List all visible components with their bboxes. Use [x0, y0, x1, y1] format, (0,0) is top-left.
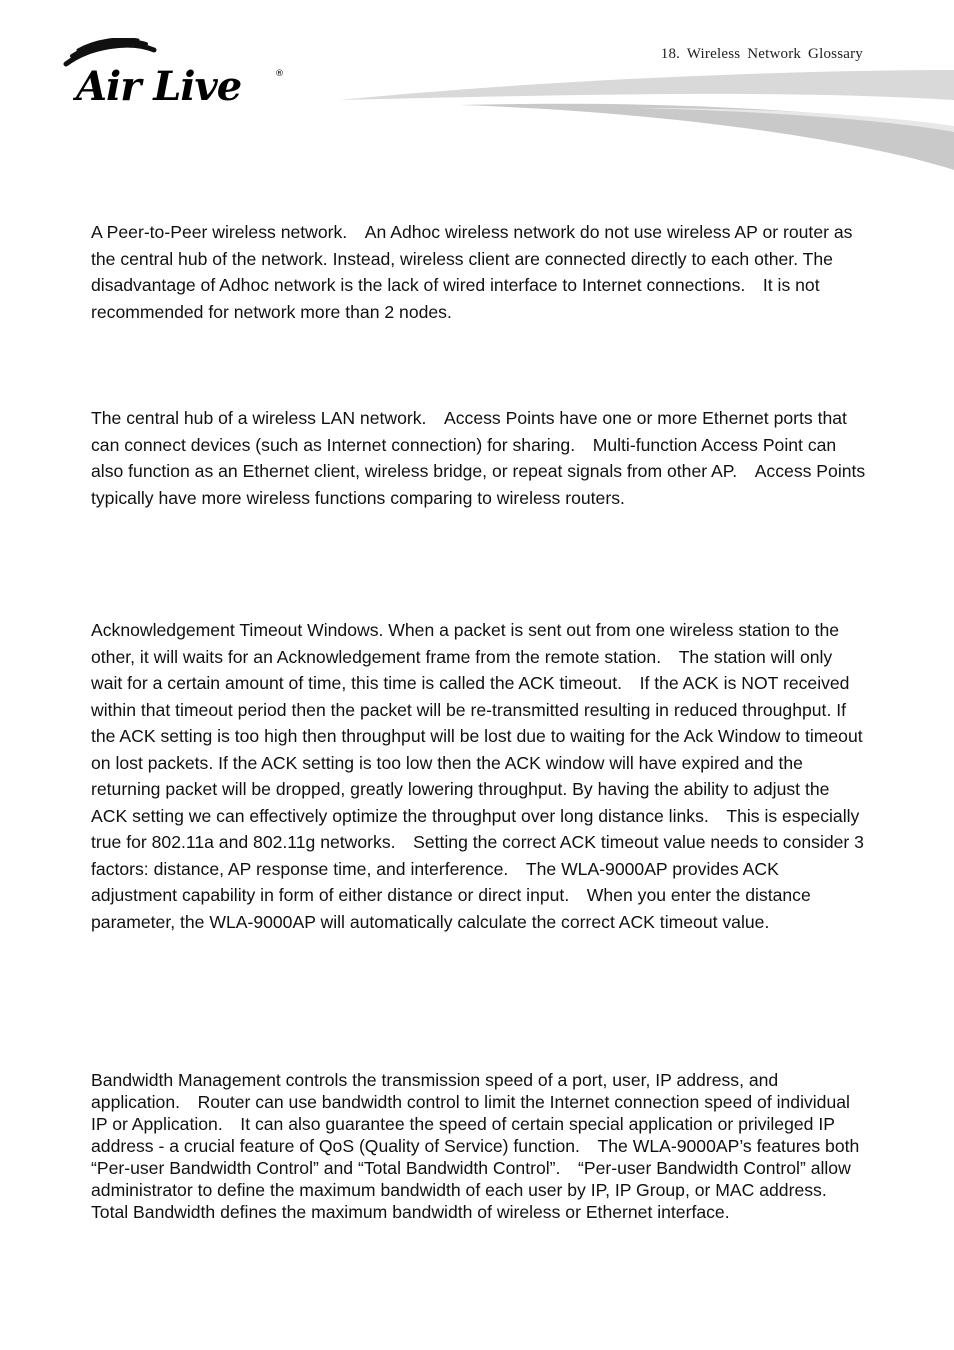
paragraph-access-point: The central hub of a wireless LAN network. Access Points have one or more Ethernet ports that can connect devices (such as Internet connection) for sharing. Multi-function Access Point can also function as an Ethernet client, wireless bridge, or repeat signals from other AP. Access Points typically have more wireless functions comparing to wireless routers. [91, 408, 866, 508]
svg-text:Air Live: Air Live [76, 63, 242, 110]
paragraph-ack-timeout: Acknowledgement Timeout Windows. When a packet is sent out from one wireless station to the other, it will waits for an Acknowledgement frame from the remote station. The station will only wait for a certain amount of time, this time is called the ACK timeout. If the ACK is NOT received within that timeout period then the packet will be re-transmitted resulting in reduced throughput. If the ACK setting is too high then throughput will be lost due to waiting for the Ack Window to timeout on lost packets. If the ACK setting is too low then the ACK window will have expired and the returning packet will be dropped, greatly lowering throughput. By having the ability to adjust the ACK setting we can effectively optimize the throughput over long distance links. This is especially true for 802.11a and 802.11g networks. Setting the correct ACK timeout value needs to consider 3 factors: distance, AP response time, and interference. The WLA-9000AP provides ACK adjustment capability in form of either distance or direct input. When you enter the distance parameter, the WLA-9000AP will automatically calculate the correct ACK timeout value. [91, 620, 864, 932]
header-swoosh-decoration [340, 60, 954, 180]
paragraph-adhoc: A Peer-to-Peer wireless network. An Adhoc wireless network do not use wireless AP or router as the central hub of the network. Instead, wireless client are connected directly to each other. The disadvantage of Adhoc network is the lack of wired interface to Internet connections. It is not recommended for network more than 2 nodes. [91, 222, 853, 322]
airlive-logo [60, 38, 290, 110]
paragraph-bandwidth-management: Bandwidth Management controls the transmission speed of a port, user, IP address, and application. Router can use bandwidth control to limit the Internet connection speed of individual IP or Application. It can also guarantee the speed of certain special application or privileged IP address - a crucial feature of QoS (Quality of Service) function. The WLA-9000AP’s features both “Per-user Bandwidth Control” and “Total Bandwidth Control”. “Per-user Bandwidth Control” allow administrator to define the maximum bandwidth of each user by IP, IP Group, or MAC address. Total Bandwidth defines the maximum bandwidth of wireless or Ethernet interface. [91, 1070, 860, 1222]
svg-text:®: ® [275, 69, 284, 79]
section-title: 18. Wireless Network Glossary [660, 46, 863, 62]
